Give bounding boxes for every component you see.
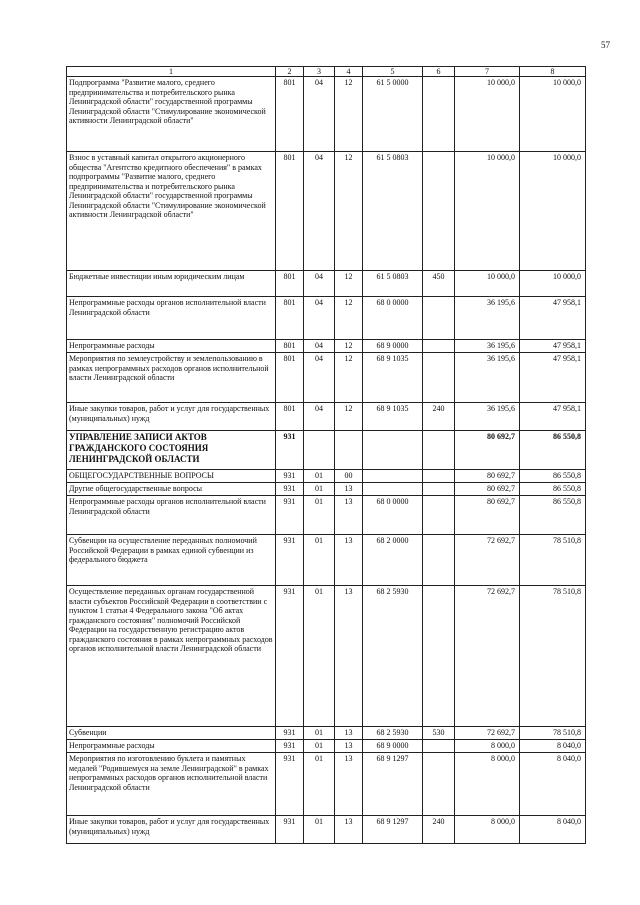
amount-year1-cell: 80 692,7	[455, 496, 520, 535]
target-article-cell: 61 5 0803	[363, 152, 423, 271]
amount-year2-cell: 8 040,0	[520, 740, 586, 753]
expense-type-cell	[423, 340, 455, 353]
amount-year1-cell: 36 195,6	[455, 403, 520, 431]
target-article-cell: 68 2 5930	[363, 727, 423, 740]
ved-cell: 801	[276, 297, 304, 340]
subsection-cell: 12	[335, 340, 363, 353]
row-name-cell: Непрограммные расходы	[67, 740, 276, 753]
subsection-cell: 13	[335, 483, 363, 496]
ved-cell: 801	[276, 152, 304, 271]
expense-type-cell	[423, 77, 455, 152]
target-article-cell: 68 0 0000	[363, 297, 423, 340]
header-cell: 4	[335, 67, 363, 77]
row-name-cell: Взнос в уставный капитал открытого акционерного общества "Агентство кредитного обеспечения" в рамках подпрограммы "Развитие малого, среднего предпринимательства и потребительского рынка Ленинградской области" государственной программы Ленинградской области "Стимулирование экономической активности Ленинградской области"	[67, 152, 276, 271]
section-cell	[304, 431, 335, 470]
budget-table	[66, 66, 586, 844]
amount-year1-cell: 36 195,6	[455, 353, 520, 403]
amount-year1-cell: 80 692,7	[455, 470, 520, 483]
header-cell: 6	[423, 67, 455, 77]
ved-cell: 931	[276, 727, 304, 740]
header-cell: 2	[276, 67, 304, 77]
row-name-cell: Другие общегосударственные вопросы	[67, 483, 276, 496]
section-cell: 01	[304, 740, 335, 753]
table-row	[67, 297, 586, 340]
subsection-cell: 13	[335, 727, 363, 740]
amount-year2-cell: 47 958,1	[520, 353, 586, 403]
amount-year2-cell: 86 550,8	[520, 470, 586, 483]
section-cell: 01	[304, 535, 335, 586]
subsection-cell: 13	[335, 753, 363, 816]
ved-cell: 801	[276, 340, 304, 353]
section-cell: 01	[304, 753, 335, 816]
expense-type-cell: 450	[423, 271, 455, 297]
target-article-cell	[363, 470, 423, 483]
amount-year2-cell: 10 000,0	[520, 77, 586, 152]
section-cell: 04	[304, 271, 335, 297]
expense-type-cell	[423, 586, 455, 727]
target-article-cell: 68 9 0000	[363, 740, 423, 753]
subsection-cell: 13	[335, 816, 363, 844]
amount-year1-cell: 10 000,0	[455, 271, 520, 297]
row-name-cell: УПРАВЛЕНИЕ ЗАПИСИ АКТОВ ГРАЖДАНСКОГО СОСТОЯНИЯ ЛЕНИНГРАДСКОЙ ОБЛАСТИ	[67, 431, 276, 470]
expense-type-cell	[423, 496, 455, 535]
ved-cell: 931	[276, 740, 304, 753]
row-name-cell: Осуществление переданных органам государственной власти субъектов Российской Федерации в соответствии с пунктом 1 статьи 4 Федерального закона "Об актах гражданского состояния" полномочий Российской Федерации на государственную регистрацию актов гражданского состояния в рамках непрограммных расходов органов исполнительной власти Ленинградской области	[67, 586, 276, 727]
ved-cell: 931	[276, 753, 304, 816]
row-name-cell: Непрограммные расходы органов исполнительной власти Ленинградской области	[67, 297, 276, 340]
section-cell: 04	[304, 297, 335, 340]
subsection-cell: 13	[335, 496, 363, 535]
ved-cell: 931	[276, 483, 304, 496]
section-cell: 04	[304, 77, 335, 152]
row-name-cell: Мероприятия по землеустройству и землепользованию в рамках непрограммных расходов органов исполнительной власти Ленинградской области	[67, 353, 276, 403]
ved-cell: 931	[276, 816, 304, 844]
row-name-cell: Иные закупки товаров, работ и услуг для государственных (муниципальных) нужд	[67, 403, 276, 431]
amount-year2-cell: 10 000,0	[520, 271, 586, 297]
target-article-cell: 68 2 0000	[363, 535, 423, 586]
row-name-cell: ОБЩЕГОСУДАРСТВЕННЫЕ ВОПРОСЫ	[67, 470, 276, 483]
ved-cell: 801	[276, 271, 304, 297]
row-name-cell: Подпрограмма "Развитие малого, среднего предпринимательства и потребительского рынка Ленинградской области" государственной программы Ленинградской области "Стимулирование экономической активности Ленинградской области"	[67, 77, 276, 152]
expense-type-cell: 240	[423, 403, 455, 431]
table-row	[67, 271, 586, 297]
amount-year1-cell: 72 692,7	[455, 727, 520, 740]
header-cell: 7	[455, 67, 520, 77]
section-cell: 01	[304, 586, 335, 727]
section-cell: 04	[304, 340, 335, 353]
amount-year1-cell: 8 000,0	[455, 816, 520, 844]
subsection-cell: 13	[335, 740, 363, 753]
amount-year1-cell: 72 692,7	[455, 535, 520, 586]
table-row	[67, 740, 586, 753]
amount-year2-cell: 8 040,0	[520, 816, 586, 844]
ved-cell: 931	[276, 535, 304, 586]
amount-year2-cell: 10 000,0	[520, 152, 586, 271]
table-row	[67, 753, 586, 816]
amount-year1-cell: 8 000,0	[455, 740, 520, 753]
target-article-cell: 68 9 1297	[363, 816, 423, 844]
expense-type-cell: 530	[423, 727, 455, 740]
row-name-cell: Бюджетные инвестиции иным юридическим лицам	[67, 271, 276, 297]
target-article-cell: 61 5 0000	[363, 77, 423, 152]
header-cell: 8	[520, 67, 586, 77]
header-row	[67, 67, 586, 77]
target-article-cell: 68 9 1297	[363, 753, 423, 816]
amount-year1-cell: 10 000,0	[455, 77, 520, 152]
amount-year1-cell: 36 195,6	[455, 297, 520, 340]
subsection-cell: 12	[335, 152, 363, 271]
table-row	[67, 403, 586, 431]
row-name-cell: Непрограммные расходы	[67, 340, 276, 353]
ved-cell: 801	[276, 403, 304, 431]
expense-type-cell	[423, 353, 455, 403]
table-row	[67, 152, 586, 271]
header-cell: 3	[304, 67, 335, 77]
amount-year2-cell: 78 510,8	[520, 727, 586, 740]
row-name-cell: Непрограммные расходы органов исполнительной власти Ленинградской области	[67, 496, 276, 535]
ved-cell: 931	[276, 470, 304, 483]
amount-year1-cell: 80 692,7	[455, 431, 520, 470]
target-article-cell: 61 5 0803	[363, 271, 423, 297]
amount-year2-cell: 78 510,8	[520, 535, 586, 586]
table-row	[67, 727, 586, 740]
amount-year2-cell: 47 958,1	[520, 340, 586, 353]
subsection-cell	[335, 431, 363, 470]
table-row	[67, 535, 586, 586]
table-row	[67, 496, 586, 535]
table-row	[67, 340, 586, 353]
amount-year1-cell: 72 692,7	[455, 586, 520, 727]
row-name-cell: Субвенции	[67, 727, 276, 740]
table-row	[67, 586, 586, 727]
ved-cell: 801	[276, 353, 304, 403]
expense-type-cell: 240	[423, 816, 455, 844]
table-row	[67, 470, 586, 483]
target-article-cell: 68 0 0000	[363, 496, 423, 535]
subsection-cell: 12	[335, 297, 363, 340]
target-article-cell: 68 9 0000	[363, 340, 423, 353]
target-article-cell	[363, 483, 423, 496]
section-cell: 04	[304, 403, 335, 431]
row-name-cell: Мероприятия по изготовлению буклета и памятных медалей "Родившемуся на земле Ленинградской" в рамках непрограммных расходов органов исполнительной власти Ленинградской области	[67, 753, 276, 816]
expense-type-cell	[423, 431, 455, 470]
amount-year2-cell: 47 958,1	[520, 297, 586, 340]
subsection-cell: 13	[335, 535, 363, 586]
amount-year2-cell: 86 550,8	[520, 431, 586, 470]
subsection-cell: 12	[335, 271, 363, 297]
subsection-cell: 12	[335, 353, 363, 403]
amount-year2-cell: 8 040,0	[520, 753, 586, 816]
section-cell: 01	[304, 727, 335, 740]
amount-year2-cell: 86 550,8	[520, 483, 586, 496]
ved-cell: 931	[276, 586, 304, 727]
amount-year1-cell: 8 000,0	[455, 753, 520, 816]
amount-year1-cell: 10 000,0	[455, 152, 520, 271]
expense-type-cell	[423, 753, 455, 816]
table-row	[67, 353, 586, 403]
expense-type-cell	[423, 483, 455, 496]
subsection-cell: 13	[335, 586, 363, 727]
target-article-cell: 68 2 5930	[363, 586, 423, 727]
target-article-cell	[363, 431, 423, 470]
expense-type-cell	[423, 297, 455, 340]
amount-year2-cell: 47 958,1	[520, 403, 586, 431]
section-cell: 01	[304, 816, 335, 844]
subsection-cell: 00	[335, 470, 363, 483]
header-cell: 1	[67, 67, 276, 77]
row-name-cell: Субвенции на осуществление переданных полномочий Российской Федерации в рамках единой субвенции из федерального бюджета	[67, 535, 276, 586]
amount-year2-cell: 78 510,8	[520, 586, 586, 727]
ved-cell: 801	[276, 77, 304, 152]
table-row	[67, 77, 586, 152]
page-number: 57	[601, 40, 610, 50]
expense-type-cell	[423, 535, 455, 586]
amount-year2-cell: 86 550,8	[520, 496, 586, 535]
table-row	[67, 816, 586, 844]
expense-type-cell	[423, 152, 455, 271]
ved-cell: 931	[276, 431, 304, 470]
section-cell: 01	[304, 483, 335, 496]
subsection-cell: 12	[335, 77, 363, 152]
table-row	[67, 483, 586, 496]
section-cell: 01	[304, 496, 335, 535]
section-cell: 04	[304, 353, 335, 403]
expense-type-cell	[423, 470, 455, 483]
row-name-cell: Иные закупки товаров, работ и услуг для государственных (муниципальных) нужд	[67, 816, 276, 844]
target-article-cell: 68 9 1035	[363, 403, 423, 431]
amount-year1-cell: 36 195,6	[455, 340, 520, 353]
target-article-cell: 68 9 1035	[363, 353, 423, 403]
amount-year1-cell: 80 692,7	[455, 483, 520, 496]
ved-cell: 931	[276, 496, 304, 535]
subsection-cell: 12	[335, 403, 363, 431]
expense-type-cell	[423, 740, 455, 753]
section-cell: 01	[304, 470, 335, 483]
header-cell: 5	[363, 67, 423, 77]
section-cell: 04	[304, 152, 335, 271]
table-row	[67, 431, 586, 470]
